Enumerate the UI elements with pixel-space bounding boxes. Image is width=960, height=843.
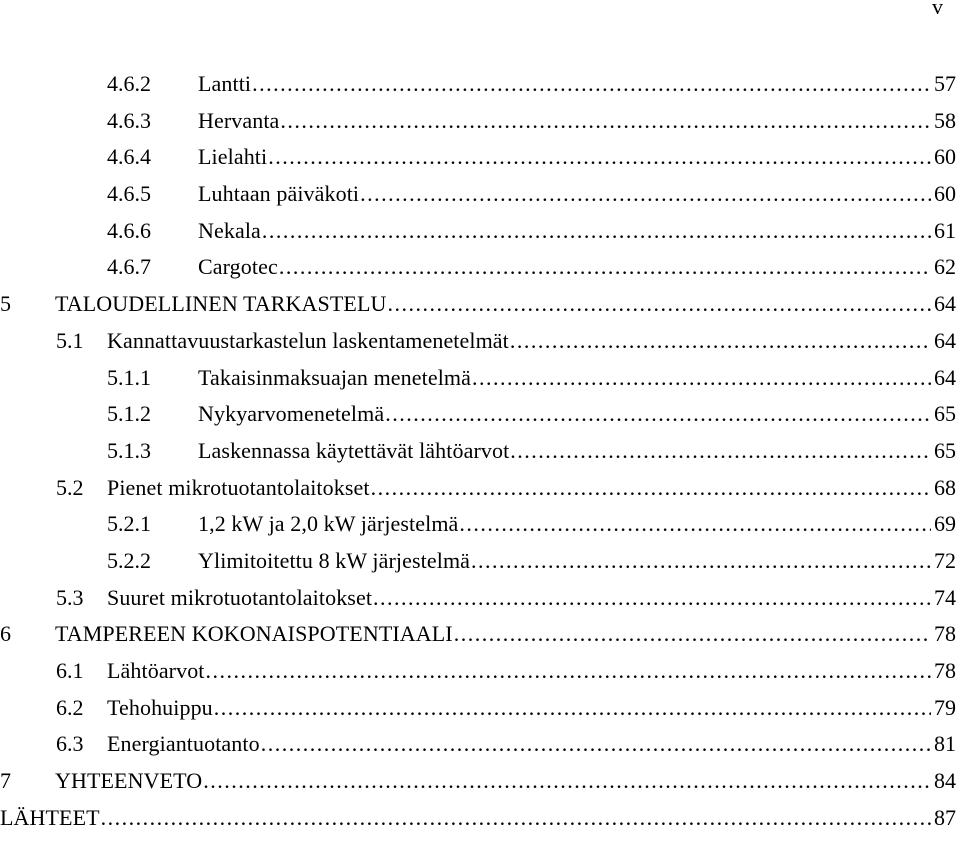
toc-entry-number: 5 xyxy=(0,291,11,317)
toc-entry-page: 72 xyxy=(934,547,956,573)
toc-entry-number: 4.6.4 xyxy=(107,144,151,170)
toc-entry-page: 64 xyxy=(934,327,956,353)
toc-entry[interactable] xyxy=(0,139,956,176)
toc-entry-title: Nykyarvomenetelmä xyxy=(198,401,385,427)
toc-entry-number: 4.6.7 xyxy=(107,254,151,280)
toc-entry-title: Luhtaan päiväkoti xyxy=(198,181,360,207)
toc-dot-leader xyxy=(360,176,931,213)
toc-entry-title: Hervanta xyxy=(198,107,280,133)
toc-entry-title: Lähtöarvot xyxy=(107,658,205,683)
page-number: v xyxy=(932,0,943,19)
table-of-contents xyxy=(0,66,956,836)
toc-dot-leader xyxy=(101,800,931,837)
toc-entry-title: Cargotec xyxy=(198,254,278,280)
toc-entry-page: 65 xyxy=(934,401,956,427)
toc-entry-number: 7 xyxy=(0,768,11,794)
toc-entry-number: 5.1 xyxy=(56,327,84,353)
toc-entry-number: 6.1 xyxy=(56,658,84,683)
toc-entry-page: 64 xyxy=(934,291,956,317)
toc-entry[interactable] xyxy=(0,616,956,653)
toc-dot-leader xyxy=(387,286,931,323)
toc-dot-leader xyxy=(454,616,931,653)
toc-dot-leader xyxy=(472,360,931,397)
toc-entry-number: 6.2 xyxy=(56,694,84,720)
toc-entry[interactable] xyxy=(0,800,956,837)
toc-dot-leader xyxy=(510,323,931,360)
toc-dot-leader xyxy=(214,690,931,727)
toc-entry-page: 58 xyxy=(934,107,956,133)
toc-entry[interactable] xyxy=(0,726,956,763)
toc-entry-title: Tehohuippu xyxy=(107,694,213,720)
toc-entry-page: 64 xyxy=(934,364,956,390)
toc-dot-leader xyxy=(203,763,931,800)
toc-entry[interactable] xyxy=(0,103,956,140)
toc-entry-number: 5.3 xyxy=(56,584,84,610)
toc-entry-page: 57 xyxy=(934,71,956,96)
toc-dot-leader xyxy=(268,139,931,176)
toc-entry[interactable] xyxy=(0,653,956,690)
toc-entry-number: 6.3 xyxy=(56,731,84,757)
toc-entry-page: 84 xyxy=(934,768,956,794)
toc-entry-page: 74 xyxy=(934,584,956,610)
toc-entry-page: 81 xyxy=(934,731,956,757)
toc-dot-leader xyxy=(385,396,931,433)
toc-entry-title: Kannattavuustarkastelun laskentamenetelmät xyxy=(107,327,509,353)
toc-entry-page: 79 xyxy=(934,694,956,720)
toc-entry-page: 62 xyxy=(934,254,956,280)
toc-entry[interactable] xyxy=(0,543,956,580)
toc-entry-title: Nekala xyxy=(198,217,261,243)
toc-dot-leader xyxy=(510,433,931,470)
toc-entry-title: Takaisinmaksuajan menetelmä xyxy=(198,364,472,390)
toc-entry[interactable] xyxy=(0,763,956,800)
toc-entry-title: Energiantuotanto xyxy=(107,731,260,757)
toc-entry[interactable] xyxy=(0,690,956,727)
toc-entry-title: Ylimitoitettu 8 kW järjestelmä xyxy=(198,547,471,573)
toc-entry-page: 65 xyxy=(934,437,956,463)
toc-entry-page: 61 xyxy=(934,217,956,243)
toc-entry[interactable] xyxy=(0,213,956,250)
toc-dot-leader xyxy=(262,213,931,250)
toc-dot-leader xyxy=(371,470,931,507)
toc-entry[interactable] xyxy=(0,323,956,360)
toc-entry-page: 78 xyxy=(934,658,956,683)
toc-entry[interactable] xyxy=(0,286,956,323)
toc-entry-number: 5.2 xyxy=(56,474,84,500)
toc-entry-number: 5.1.1 xyxy=(107,364,151,390)
toc-entry-number: 5.1.3 xyxy=(107,437,151,463)
toc-entry-title: YHTEENVETO xyxy=(55,768,203,794)
toc-entry-title: 1,2 kW ja 2,0 kW järjestelmä xyxy=(198,511,459,537)
toc-entry-number: 4.6.5 xyxy=(107,181,151,207)
toc-entry-number: 4.6.2 xyxy=(107,71,151,96)
toc-entry-title: Laskennassa käytettävät lähtöarvot xyxy=(198,437,510,463)
toc-dot-leader xyxy=(261,726,931,763)
toc-dot-leader xyxy=(471,543,931,580)
toc-entry-page: 68 xyxy=(934,474,956,500)
toc-entry[interactable] xyxy=(0,360,956,397)
toc-entry-number: 5.2.1 xyxy=(107,511,151,537)
toc-entry[interactable] xyxy=(0,580,956,617)
toc-entry-number: 5.2.2 xyxy=(107,547,151,573)
toc-entry-title: Lielahti xyxy=(198,144,268,170)
toc-entry-title: TALOUDELLINEN TARKASTELU xyxy=(55,291,387,317)
toc-entry-title: Suuret mikrotuotantolaitokset xyxy=(107,584,373,610)
toc-dot-leader xyxy=(459,506,931,543)
toc-entry-title: Lantti xyxy=(198,71,252,96)
toc-entry-page: 60 xyxy=(934,144,956,170)
toc-entry-page: 78 xyxy=(934,621,956,647)
toc-dot-leader xyxy=(279,249,931,286)
toc-entry[interactable] xyxy=(0,433,956,470)
toc-entry-number: 4.6.6 xyxy=(107,217,151,243)
toc-entry-page: 69 xyxy=(934,511,956,537)
toc-dot-leader xyxy=(373,580,931,617)
toc-dot-leader xyxy=(280,103,931,140)
toc-entry-number: 5.1.2 xyxy=(107,401,151,427)
toc-entry-title: TAMPEREEN KOKONAISPOTENTIAALI xyxy=(55,621,453,647)
toc-entry-number: 6 xyxy=(0,621,11,647)
toc-entry-title: Pienet mikrotuotantolaitokset xyxy=(107,474,370,500)
toc-dot-leader xyxy=(206,653,931,690)
toc-entry[interactable] xyxy=(0,249,956,286)
toc-entry-page: 87 xyxy=(934,804,956,830)
toc-dot-leader xyxy=(252,66,931,103)
toc-entry[interactable] xyxy=(0,396,956,433)
toc-entry-number: 4.6.3 xyxy=(107,107,151,133)
toc-entry[interactable] xyxy=(0,470,956,507)
toc-entry-title: LÄHTEET xyxy=(0,804,100,830)
toc-entry[interactable] xyxy=(0,176,956,213)
toc-entry-page: 60 xyxy=(934,181,956,207)
toc-entry[interactable] xyxy=(0,66,956,103)
toc-entry[interactable] xyxy=(0,506,956,543)
